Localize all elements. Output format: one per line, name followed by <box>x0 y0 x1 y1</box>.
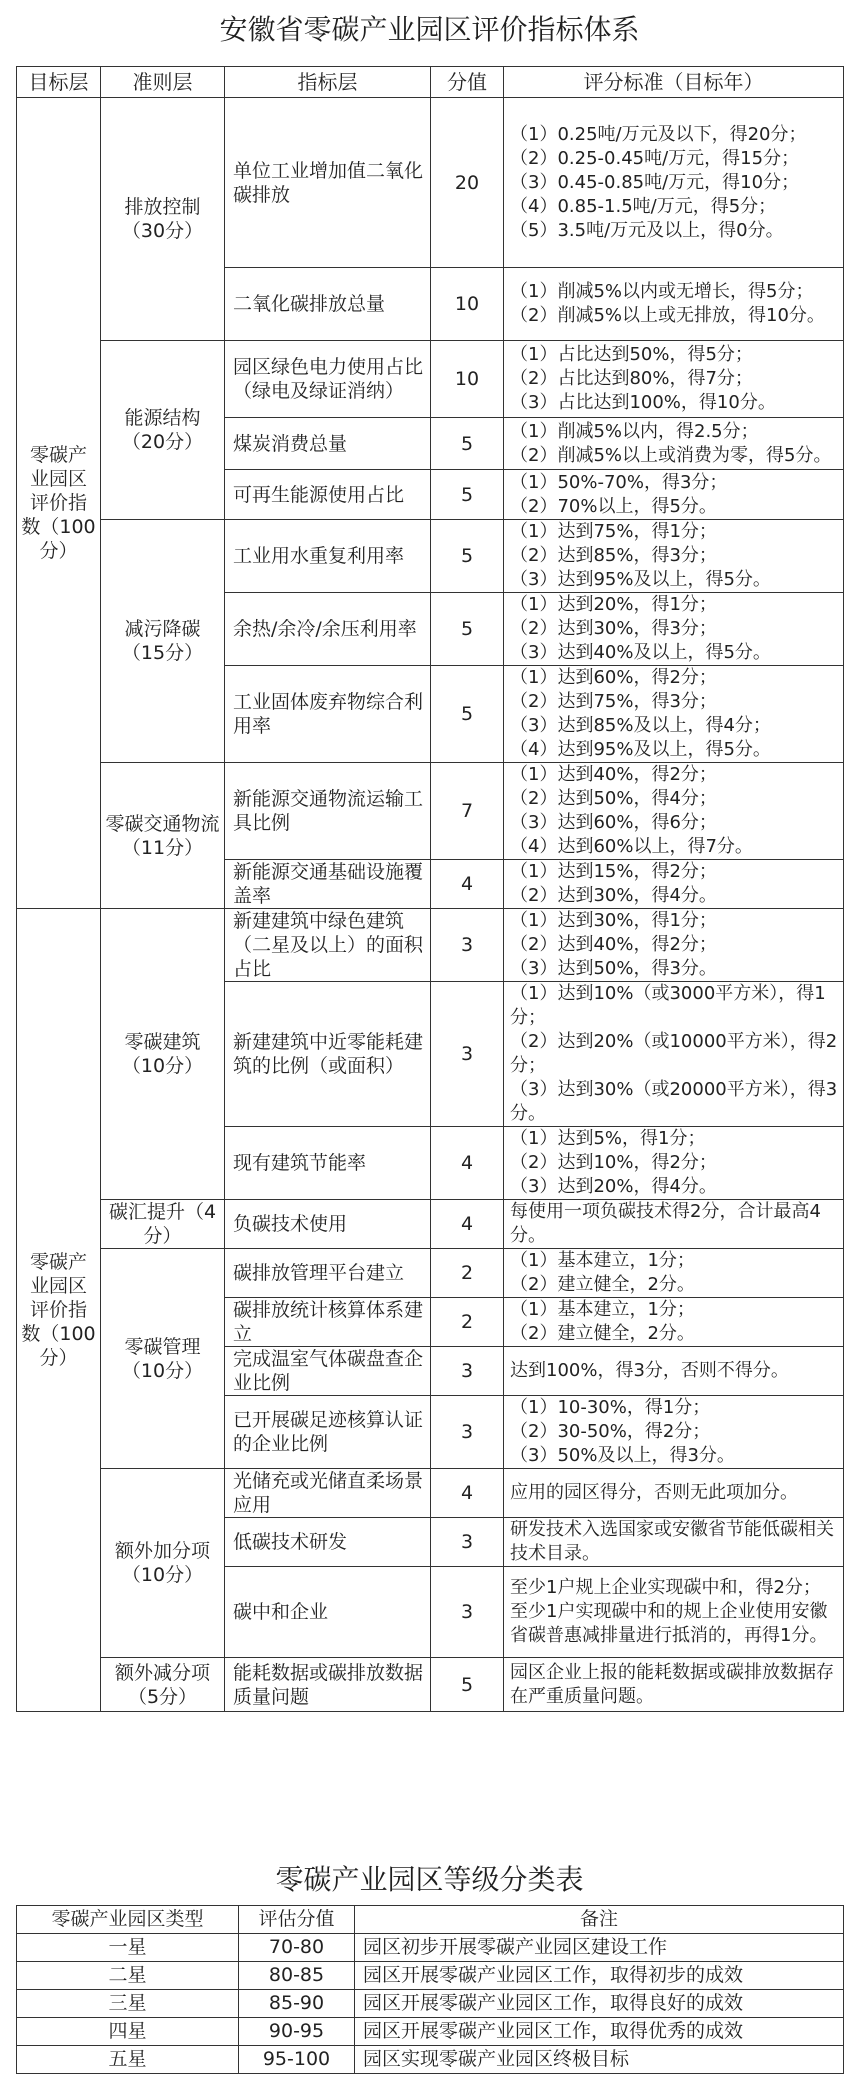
standard-cell <box>504 418 844 470</box>
grade-header-range: 评估分值 <box>239 1906 355 1934</box>
standard-line: （1）达到40%，得2分； <box>510 764 717 785</box>
grade-row <box>17 1934 844 1962</box>
indicator-cell: 碳排放管理平台建立 <box>225 1249 431 1298</box>
grade-type-cell: 二星 <box>17 1962 239 1990</box>
standard-cell <box>504 1518 844 1567</box>
standard-line: （2）占比达到80%，得7分； <box>510 368 753 389</box>
score-cell: 2 <box>431 1298 504 1347</box>
criteria-cell: 碳汇提升（4分） <box>101 1200 225 1249</box>
score-cell: 3 <box>431 1347 504 1396</box>
standard-line: 研发技术入选国家或安徽省节能低碳相关技术目录。 <box>510 1519 834 1564</box>
table-row <box>17 763 844 860</box>
standard-cell <box>504 341 844 418</box>
header-target: 目标层 <box>17 67 101 98</box>
standard-line: （2）达到20%（或10000平方米），得2分； <box>510 1031 838 1076</box>
standard-line: 每使用一项负碳技术得2分，合计最高4分。 <box>510 1201 821 1246</box>
standard-line: （2）达到30%，得3分； <box>510 618 717 639</box>
standard-line: （2）达到50%，得4分； <box>510 788 717 809</box>
target-cell: 零碳产业园区评价指数（100分） <box>17 909 101 1712</box>
standard-line: 园区企业上报的能耗数据或碳排放数据存在严重质量问题。 <box>510 1661 834 1707</box>
score-cell: 10 <box>431 341 504 418</box>
score-cell: 3 <box>431 1518 504 1567</box>
indicator-cell: 低碳技术研发 <box>225 1518 431 1567</box>
target-cell: 零碳产业园区评价指数（100分） <box>17 98 101 909</box>
score-cell: 7 <box>431 763 504 860</box>
score-cell: 5 <box>431 470 504 520</box>
indicator-cell: 现有建筑节能率 <box>225 1127 431 1200</box>
standard-line: （1）达到30%，得1分； <box>510 910 717 931</box>
standard-line: （3）占比达到100%，得10分。 <box>510 392 776 413</box>
grade-range-cell: 85-90 <box>239 1990 355 2018</box>
standard-line: （1）达到15%，得2分； <box>510 861 717 882</box>
grade-type-cell: 五星 <box>17 2046 239 2074</box>
standard-cell <box>504 763 844 860</box>
indicator-cell: 单位工业增加值二氧化碳排放 <box>225 98 431 268</box>
grade-note-cell: 园区开展零碳产业园区工作，取得良好的成效 <box>355 1990 844 2018</box>
standard-line: （3）达到50%，得3分。 <box>510 958 717 979</box>
criteria-cell: 能源结构（20分） <box>101 341 225 520</box>
indicator-cell: 煤炭消费总量 <box>225 418 431 470</box>
table-row <box>17 520 844 593</box>
indicator-cell: 新建建筑中绿色建筑（二星及以上）的面积占比 <box>225 909 431 982</box>
header-indicator: 指标层 <box>225 67 431 98</box>
score-cell: 3 <box>431 982 504 1127</box>
standard-cell <box>504 268 844 341</box>
indicator-cell: 二氧化碳排放总量 <box>225 268 431 341</box>
standard-line: （3）50%及以上，得3分。 <box>510 1445 735 1466</box>
standard-cell <box>504 98 844 268</box>
standard-cell <box>504 470 844 520</box>
grade-note-cell: 园区初步开展零碳产业园区建设工作 <box>355 1934 844 1962</box>
grade-row <box>17 2018 844 2046</box>
grade-range-cell: 95-100 <box>239 2046 355 2074</box>
indicator-cell: 碳中和企业 <box>225 1567 431 1658</box>
standard-line: （3）达到20%，得4分。 <box>510 1176 717 1197</box>
score-cell: 4 <box>431 860 504 909</box>
standard-cell <box>504 666 844 763</box>
standard-line: （4）0.85-1.5吨/万元，得5分； <box>510 195 777 217</box>
page-title: 安徽省零碳产业园区评价指标体系 <box>219 13 640 46</box>
score-cell: 20 <box>431 98 504 268</box>
header-standard: 评分标准（目标年） <box>504 67 844 98</box>
standard-line: （3）0.45-0.85吨/万元，得10分； <box>510 171 800 193</box>
table-row <box>17 341 844 418</box>
standard-cell <box>504 1469 844 1518</box>
score-cell: 3 <box>431 1567 504 1658</box>
standard-line: （2）达到30%，得4分。 <box>510 885 717 906</box>
standard-line: （4）达到60%以上，得7分。 <box>510 836 753 857</box>
standard-line: （2）70%以上，得5分。 <box>510 495 717 517</box>
standard-line: 达到100%，得3分，否则不得分。 <box>510 1360 789 1381</box>
score-cell: 5 <box>431 520 504 593</box>
standard-line: （1）达到10%（或3000平方米），得1分； <box>510 983 826 1028</box>
grade-note-cell: 园区实现零碳产业园区终极目标 <box>355 2046 844 2074</box>
table-row <box>17 1469 844 1518</box>
criteria-cell: 零碳交通物流（11分） <box>101 763 225 909</box>
standard-line: 至少1户规上企业实现碳中和，得2分； <box>510 1577 821 1598</box>
table-row <box>17 1658 844 1712</box>
indicator-cell: 完成温室气体碳盘查企业比例 <box>225 1347 431 1396</box>
indicator-cell: 已开展碳足迹核算认证的企业比例 <box>225 1396 431 1469</box>
standard-line: （3）达到95%及以上，得5分。 <box>510 569 771 590</box>
standard-line: （1）基本建立，1分； <box>510 1250 695 1271</box>
indicator-table <box>16 66 844 1712</box>
score-cell: 5 <box>431 418 504 470</box>
criteria-cell: 额外加分项（10分） <box>101 1469 225 1658</box>
indicator-cell: 新能源交通物流运输工具比例 <box>225 763 431 860</box>
standard-line: （3）达到60%，得6分； <box>510 812 717 833</box>
grade-range-cell: 70-80 <box>239 1934 355 1962</box>
standard-line: （3）达到40%及以上，得5分。 <box>510 642 771 663</box>
indicator-cell: 碳排放统计核算体系建立 <box>225 1298 431 1347</box>
indicator-cell: 负碳技术使用 <box>225 1200 431 1249</box>
indicator-cell: 新能源交通基础设施覆盖率 <box>225 860 431 909</box>
grade-note-cell: 园区开展零碳产业园区工作，取得初步的成效 <box>355 1962 844 1990</box>
standard-line: （2）达到85%，得3分； <box>510 545 717 566</box>
header-score: 分值 <box>431 67 504 98</box>
standard-cell <box>504 1298 844 1347</box>
table-row <box>17 1249 844 1298</box>
grade-header-type: 零碳产业园区类型 <box>17 1906 239 1934</box>
score-cell: 5 <box>431 666 504 763</box>
standard-line: （1）达到60%，得2分； <box>510 667 717 688</box>
standard-line: （2）建立健全，2分。 <box>510 1323 695 1344</box>
standard-cell <box>504 1200 844 1249</box>
standard-cell <box>504 593 844 666</box>
standard-line: （1）达到75%，得1分； <box>510 521 717 542</box>
standard-line: （2）削减5%以上或无排放，得10分。 <box>510 305 825 326</box>
standard-line: （1）基本建立，1分； <box>510 1299 695 1320</box>
indicator-cell: 园区绿色电力使用占比（绿电及绿证消纳） <box>225 341 431 418</box>
indicator-cell: 新建建筑中近零能耗建筑的比例（或面积） <box>225 982 431 1127</box>
table-row <box>17 909 844 982</box>
grade-row <box>17 2046 844 2074</box>
score-cell: 4 <box>431 1200 504 1249</box>
standard-line: （2）30-50%，得2分； <box>510 1421 711 1442</box>
indicator-cell: 光储充或光储直柔场景应用 <box>225 1469 431 1518</box>
score-cell: 4 <box>431 1127 504 1200</box>
standard-line: （2）建立健全，2分。 <box>510 1274 695 1295</box>
standard-line: （1）10-30%，得1分； <box>510 1397 711 1418</box>
criteria-cell: 排放控制（30分） <box>101 98 225 341</box>
standard-line: 应用的园区得分，否则无此项加分。 <box>510 1482 798 1503</box>
criteria-cell: 额外减分项（5分） <box>101 1658 225 1712</box>
standard-line: （1）削减5%以内，得2.5分； <box>510 420 759 442</box>
standard-cell <box>504 860 844 909</box>
standard-line: （4）达到95%及以上，得5分。 <box>510 739 771 760</box>
score-cell: 3 <box>431 1396 504 1469</box>
standard-line: （2）达到75%，得3分； <box>510 691 717 712</box>
standard-line: （1）50%-70%，得3分； <box>510 471 728 493</box>
score-cell: 5 <box>431 593 504 666</box>
standard-cell <box>504 982 844 1127</box>
score-cell: 5 <box>431 1658 504 1712</box>
standard-line: （1）占比达到50%，得5分； <box>510 344 753 365</box>
score-cell: 4 <box>431 1469 504 1518</box>
standard-line: （2）达到10%，得2分； <box>510 1152 717 1173</box>
grade-header-row <box>17 1906 844 1934</box>
grade-range-cell: 90-95 <box>239 2018 355 2046</box>
grade-type-cell: 三星 <box>17 1990 239 2018</box>
standard-line: （5）3.5吨/万元及以上，得0分。 <box>510 219 784 241</box>
standard-line: （1）达到5%，得1分； <box>510 1128 706 1149</box>
criteria-cell: 减污降碳（15分） <box>101 520 225 763</box>
standard-line: （2）削减5%以上或消费为零，得5分。 <box>510 444 832 466</box>
standard-cell <box>504 1347 844 1396</box>
standard-cell <box>504 1658 844 1712</box>
standard-cell <box>504 1127 844 1200</box>
grade-type-cell: 一星 <box>17 1934 239 1962</box>
grade-table-title: 零碳产业园区等级分类表 <box>275 1863 584 1896</box>
score-cell: 10 <box>431 268 504 341</box>
indicator-cell: 工业固体废弃物综合利用率 <box>225 666 431 763</box>
indicator-cell: 能耗数据或碳排放数据质量问题 <box>225 1658 431 1712</box>
indicator-cell: 工业用水重复利用率 <box>225 520 431 593</box>
grade-range-cell: 80-85 <box>239 1962 355 1990</box>
standard-line: （2）达到40%，得2分； <box>510 934 717 955</box>
standard-line: （2）0.25-0.45吨/万元，得15分； <box>510 147 800 169</box>
standard-cell <box>504 1249 844 1298</box>
grade-row <box>17 1990 844 2018</box>
header-criteria: 准则层 <box>101 67 225 98</box>
standard-cell <box>504 909 844 982</box>
standard-line: （1）达到20%，得1分； <box>510 594 717 615</box>
criteria-cell: 零碳管理（10分） <box>101 1249 225 1469</box>
standard-line: （3）达到30%（或20000平方米），得3分。 <box>510 1079 838 1124</box>
standard-line: （1）削减5%以内或无增长，得5分； <box>510 281 814 302</box>
criteria-cell: 零碳建筑（10分） <box>101 909 225 1200</box>
standard-cell <box>504 1567 844 1658</box>
score-cell: 2 <box>431 1249 504 1298</box>
grade-note-cell: 园区开展零碳产业园区工作，取得优秀的成效 <box>355 2018 844 2046</box>
grade-header-note: 备注 <box>355 1906 844 1934</box>
standard-cell <box>504 520 844 593</box>
standard-line: 至少1户实现碳中和的规上企业使用安徽省碳普惠减排量进行抵消的，再得1分。 <box>510 1601 828 1646</box>
score-cell: 3 <box>431 909 504 982</box>
indicator-cell: 余热/余冷/余压利用率 <box>225 593 431 666</box>
standard-cell <box>504 1396 844 1469</box>
grade-row <box>17 1962 844 1990</box>
grade-type-cell: 四星 <box>17 2018 239 2046</box>
indicator-cell: 可再生能源使用占比 <box>225 470 431 520</box>
header-row <box>17 67 844 98</box>
table-row <box>17 98 844 268</box>
grade-table <box>16 1905 844 2074</box>
standard-line: （1）0.25吨/万元及以下，得20分； <box>510 123 807 145</box>
table-row <box>17 1200 844 1249</box>
standard-line: （3）达到85%及以上，得4分； <box>510 715 771 736</box>
